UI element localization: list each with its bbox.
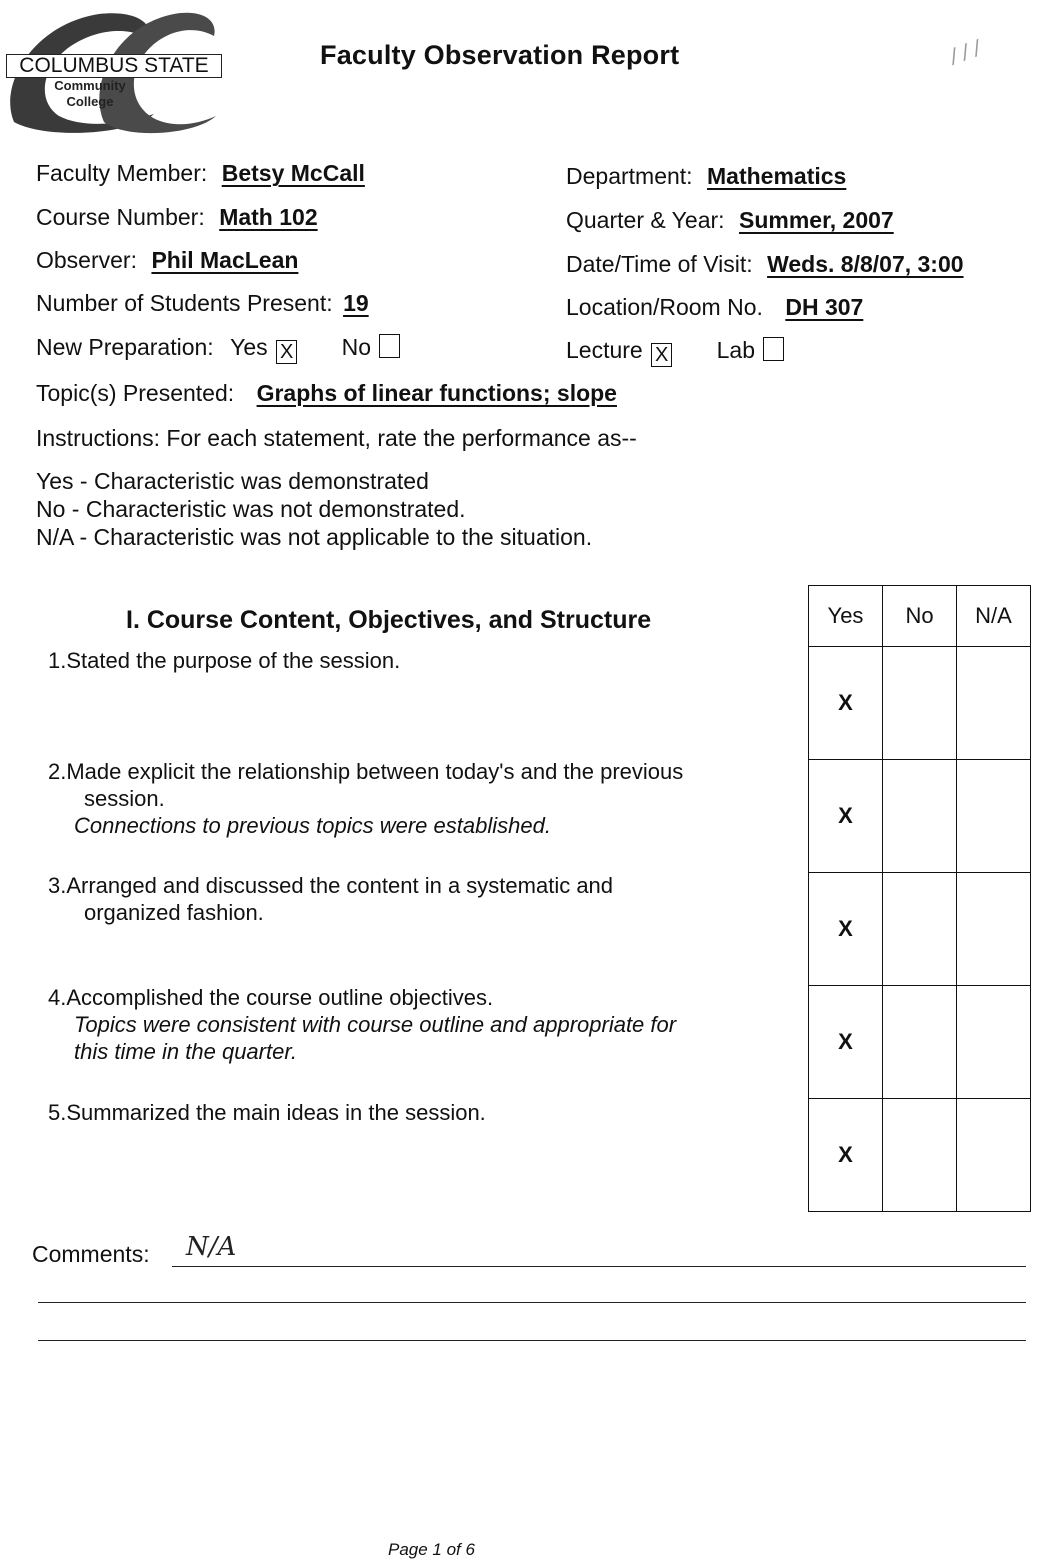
rating-row <box>809 760 1031 873</box>
col-na-header: N/A <box>957 586 1031 647</box>
item-text: Made explicit the relationship between today's and the previous <box>66 759 684 784</box>
stray-pen-marks: / / / <box>946 35 984 70</box>
logo-sub1: Community <box>54 78 126 93</box>
department-value: Mathematics <box>707 163 847 189</box>
rating-cell-na[interactable] <box>957 986 1031 1099</box>
logo-sub2: College <box>66 94 114 109</box>
course-label: Course Number: <box>36 204 205 230</box>
rating-cell-na[interactable] <box>957 1099 1031 1212</box>
college-logo <box>4 4 220 136</box>
instructions-intro: Instructions: For each statement, rate the performance as-- <box>36 425 637 451</box>
item-1 <box>48 647 400 674</box>
department-row <box>566 163 846 190</box>
topic-label: Topic(s) Presented: <box>36 380 235 406</box>
item-5 <box>48 1099 486 1126</box>
section-title: I. Course Content, Objectives, and Structure <box>126 606 652 634</box>
item-number: 4. <box>48 985 67 1010</box>
item-text: Stated the purpose of the session. <box>66 648 401 673</box>
newprep-no-checkbox[interactable] <box>379 334 400 358</box>
logo-name: COLUMBUS STATE <box>6 54 222 78</box>
item-text-cont: organized fashion. <box>84 900 264 925</box>
instructions-yes: Yes - Characteristic was demonstrated <box>36 468 429 494</box>
instructions-na: N/A - Characteristic was not applicable to the situation. <box>36 524 593 550</box>
rating-cell-yes[interactable]: X <box>809 873 883 986</box>
page-title: Faculty Observation Report <box>320 40 680 70</box>
datetime-label: Date/Time of Visit: <box>566 251 753 277</box>
rating-cell-no[interactable] <box>883 760 957 873</box>
rating-header-row <box>809 586 1031 647</box>
item-text: Summarized the main ideas in the session. <box>66 1100 486 1125</box>
item-4 <box>48 984 676 1065</box>
rating-cell-yes[interactable]: X <box>809 647 883 760</box>
item-number: 1. <box>48 648 67 673</box>
rating-row <box>809 1099 1031 1212</box>
item-text: Accomplished the course outline objectives. <box>66 985 494 1010</box>
rating-cell-na[interactable] <box>957 647 1031 760</box>
rating-cell-no[interactable] <box>883 873 957 986</box>
item-number: 5. <box>48 1100 67 1125</box>
format-row <box>566 337 784 367</box>
lecture-label: Lecture <box>566 337 643 363</box>
comments-handwritten: N/A <box>186 1232 237 1262</box>
faculty-label: Faculty Member: <box>36 160 208 186</box>
newprep-label: New Preparation: <box>36 334 214 360</box>
col-yes-header: Yes <box>809 586 883 647</box>
item-text: Arranged and discussed the content in a systematic and <box>66 873 614 898</box>
newprep-no-label: No <box>341 334 371 360</box>
location-row <box>566 294 863 321</box>
rating-cell-na[interactable] <box>957 760 1031 873</box>
newprep-row <box>36 334 400 364</box>
rating-row <box>809 873 1031 986</box>
location-label: Location/Room No. <box>566 294 763 320</box>
department-label: Department: <box>566 163 693 189</box>
students-row <box>36 290 369 317</box>
course-value: Math 102 <box>219 204 318 230</box>
item-note: Connections to previous topics were established. <box>74 813 551 838</box>
quarter-row <box>566 207 894 234</box>
rating-cell-no[interactable] <box>883 1099 957 1212</box>
item-2 <box>48 758 683 839</box>
page-number: Page 1 of 6 <box>388 1540 475 1559</box>
observer-label: Observer: <box>36 247 137 273</box>
rating-table <box>808 585 1031 1212</box>
item-3 <box>48 872 613 926</box>
newprep-yes-checkbox[interactable]: X <box>276 340 297 364</box>
comments-line-1[interactable] <box>172 1266 1026 1267</box>
datetime-row <box>566 251 964 278</box>
rating-cell-yes[interactable]: X <box>809 986 883 1099</box>
rating-cell-no[interactable] <box>883 647 957 760</box>
datetime-value: Weds. 8/8/07, 3:00 <box>767 251 964 277</box>
rating-cell-yes[interactable]: X <box>809 1099 883 1212</box>
lab-checkbox[interactable] <box>763 337 784 361</box>
newprep-yes-label: Yes <box>230 334 268 360</box>
students-value: 19 <box>343 290 369 316</box>
rating-cell-yes[interactable]: X <box>809 760 883 873</box>
quarter-value: Summer, 2007 <box>739 207 894 233</box>
rating-row <box>809 647 1031 760</box>
topic-row <box>36 380 617 407</box>
course-row <box>36 204 318 231</box>
item-note-cont: this time in the quarter. <box>74 1039 297 1064</box>
rating-row <box>809 986 1031 1099</box>
rating-cell-no[interactable] <box>883 986 957 1099</box>
observer-value: Phil MacLean <box>151 247 299 273</box>
faculty-value: Betsy McCall <box>221 160 365 186</box>
location-value: DH 307 <box>785 294 864 320</box>
col-no-header: No <box>883 586 957 647</box>
logo-subtitle <box>38 78 142 110</box>
topic-value: Graphs of linear functions; slope <box>256 380 617 406</box>
students-label: Number of Students Present: <box>36 290 333 316</box>
item-note: Topics were consistent with course outline and appropriate for <box>74 1012 677 1037</box>
comments-line-2[interactable] <box>38 1302 1026 1303</box>
item-number: 3. <box>48 873 67 898</box>
item-number: 2. <box>48 759 67 784</box>
lab-label: Lab <box>716 337 755 363</box>
instructions-no: No - Characteristic was not demonstrated. <box>36 496 466 522</box>
lecture-checkbox[interactable]: X <box>651 343 672 367</box>
faculty-row <box>36 160 365 187</box>
quarter-label: Quarter & Year: <box>566 207 725 233</box>
item-text-cont: session. <box>84 786 165 811</box>
rating-cell-na[interactable] <box>957 873 1031 986</box>
observer-row <box>36 247 298 274</box>
comments-line-3[interactable] <box>38 1340 1026 1341</box>
comments-label: Comments: <box>32 1241 150 1267</box>
